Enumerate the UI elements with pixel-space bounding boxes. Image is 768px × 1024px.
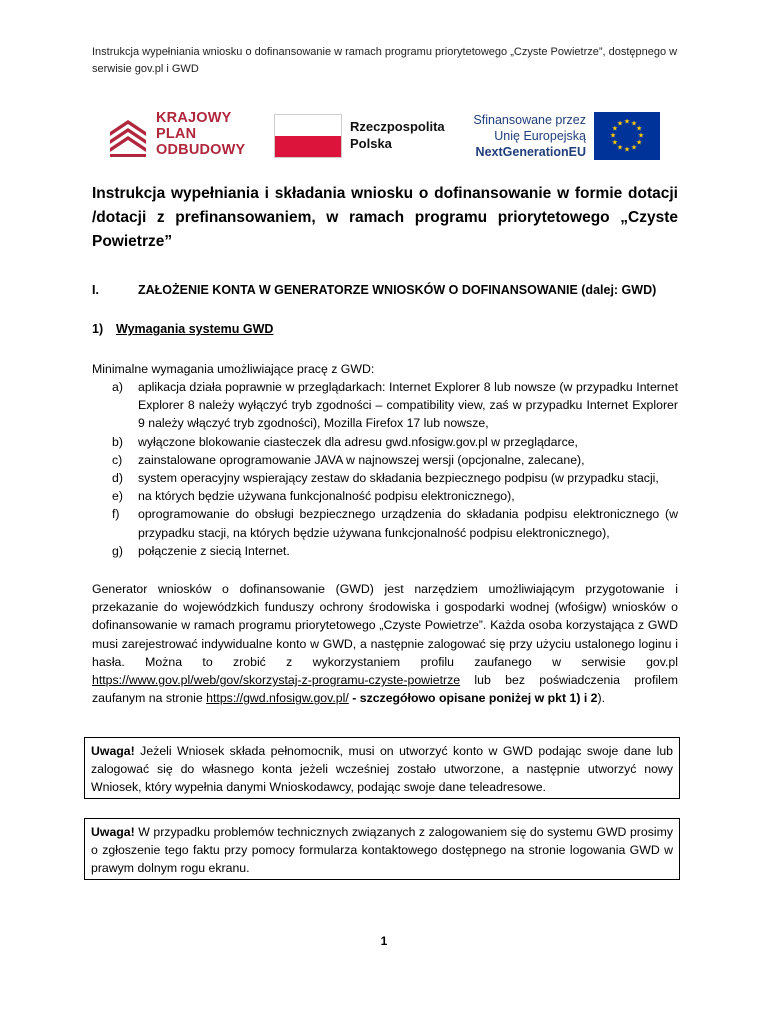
subsection-heading [92, 322, 273, 336]
list-item-text: system operacyjny wspierający zestaw do składania bezpiecznego podpisu (w przypadku stacji, [138, 471, 659, 486]
list-item [112, 469, 678, 487]
list-item-text: zainstalowane oprogramowanie JAVA w najnowszej wersji (opcjonalne, zalecane), [138, 452, 585, 467]
eu-funding-text: Sfinansowane przez Unię Europejską NextGenerationEU [473, 113, 586, 159]
svg-text:★: ★ [616, 119, 624, 128]
notice-box-proxy [84, 737, 680, 799]
kpo-logo-text: KRAJOWY PLAN ODBUDOWY [156, 110, 246, 158]
list-item [112, 433, 678, 451]
list-item-letter: a) [112, 380, 123, 394]
list-item-letter: c) [112, 452, 123, 467]
list-item-letter: g) [112, 543, 123, 558]
gwd-description-paragraph: Generator wniosków o dofinansowanie (GWD) jest narzędziem umożliwiającym przygotowanie i przekazanie do wojewódzkich funduszy ochrony środowiska i gospodarki wodnej (wfośigw) wniosków o dofinansowanie w ramach programu priorytetowego „Czyste Powietrze”. Każda osoba korzystająca z GWD musi zarejestrować indywidualne konto w GWD, a następnie zalogować się przy użyciu ustalonego loginu i hasła. Można to zrobić z wykorzystaniem profilu zaufanego w serwisie gov.pl https://www.gov.pl/web/gov/skorzystaj-z-programu-czyste-powietrze lub bez poświadczenia profilem zaufanym na stronie https://gwd.nfosigw.gov.pl/ - szczegółowo opisane poniżej w pkt 1) i 2). [92, 582, 678, 706]
list-item-text: oprogramowanie do obsługi bezpiecznego urządzenia do składania podpisu elektronicznego (w przypadku stacji, na których będzie używana funkcjonalność podpisu elektronicznego), [138, 507, 678, 540]
svg-text:★: ★ [635, 124, 643, 133]
gwd-link[interactable]: https://gwd.nfosigw.gov.pl/ [206, 691, 349, 706]
notice-box-technical [84, 818, 680, 880]
page-number: 1 [380, 934, 388, 948]
list-item [112, 451, 678, 469]
list-item-letter: b) [112, 434, 123, 449]
requirements-intro: Minimalne wymagania umożliwiające pracę z GWD: [92, 362, 375, 376]
subsection-title: Wymagania systemu GWD [116, 322, 274, 336]
subsection-number: 1) [92, 322, 104, 336]
notice-text: W przypadku problemów technicznych związanych z zalogowaniem się do systemu GWD prosimy o zgłoszenie tego faktu przy pomocy formularza kontaktowego dostępnego na stronie logowania GWD w prawym dolnym rogu ekranu. [91, 825, 673, 876]
gov-pl-link[interactable]: https://www.gov.pl/web/gov/skorzystaj-z-programu-czyste-powietrze [92, 673, 461, 688]
svg-text:★: ★ [630, 143, 638, 152]
list-item [112, 378, 678, 433]
document-title: Instrukcja wypełniania i składania wniosku o dofinansowanie w formie dotacji /dotacji z prefinansowaniem, w ramach programu priorytetowego „Czyste Powietrze” [92, 185, 678, 250]
logo-bar [0, 108, 768, 164]
list-item-text: na których będzie używana funkcjonalność podpisu elektronicznego), [138, 489, 515, 504]
svg-text:★: ★ [609, 131, 617, 140]
list-item-text: aplikacja działa poprawnie w przeglądarkach: Internet Explorer 8 lub nowsze (w przypadku Internet Explorer 8 należy wyłączyć tryb zgodności – compatibility view, zaś w przypadku Internet Explorer 9 należy włączyć tryb zgodności), Mozilla Firefox 17 lub nowsze, [138, 380, 678, 431]
list-item-text: wyłączone blokowanie ciasteczek dla adresu gwd.nfosigw.gov.pl w przeglądarce, [138, 434, 578, 449]
rp-logo-text: Rzeczpospolita Polska [350, 119, 445, 151]
eu-flag-icon [594, 112, 660, 160]
svg-text:★: ★ [637, 131, 645, 140]
poland-flag-icon [274, 114, 342, 158]
running-header: Instrukcja wypełniania wniosku o dofinansowanie w ramach programu priorytetowego „Czyste Powietrze”, dostępnego w serwisie gov.pl i GWD [92, 46, 678, 75]
svg-text:★: ★ [623, 145, 631, 154]
list-item [112, 487, 678, 505]
section-number: I. [92, 283, 99, 297]
list-item [112, 505, 678, 541]
svg-text:★: ★ [635, 138, 643, 147]
notice-text: Jeżeli Wniosek składa pełnomocnik, musi on utworzyć konto w GWD podając swoje dane lub zalogować się do własnego konta jeżeli wcześniej zostało utworzone, a następnie utworzyć nowy Wniosek, który wypełnia danymi Wnioskodawcy, podając swoje dane teleadresowe. [91, 744, 673, 795]
list-item-letter: f) [112, 507, 120, 522]
svg-text:★: ★ [616, 143, 624, 152]
list-item-letter: d) [112, 471, 123, 486]
svg-text:★: ★ [623, 117, 631, 126]
section-heading [92, 283, 682, 297]
list-item [112, 542, 678, 560]
kpo-logo-icon [106, 112, 150, 158]
notice-lead: Uwaga! [91, 825, 135, 839]
svg-text:★: ★ [611, 138, 619, 147]
list-item-text: połączenie z siecią Internet. [138, 543, 290, 558]
section-title: ZAŁOŻENIE KONTA W GENERATORZE WNIOSKÓW O DOFINANSOWANIE (dalej: GWD) [138, 283, 657, 297]
list-item-letter: e) [112, 489, 123, 504]
notice-lead: Uwaga! [91, 744, 135, 758]
svg-text:★: ★ [611, 124, 619, 133]
svg-text:★: ★ [630, 119, 638, 128]
requirements-list [112, 378, 678, 560]
